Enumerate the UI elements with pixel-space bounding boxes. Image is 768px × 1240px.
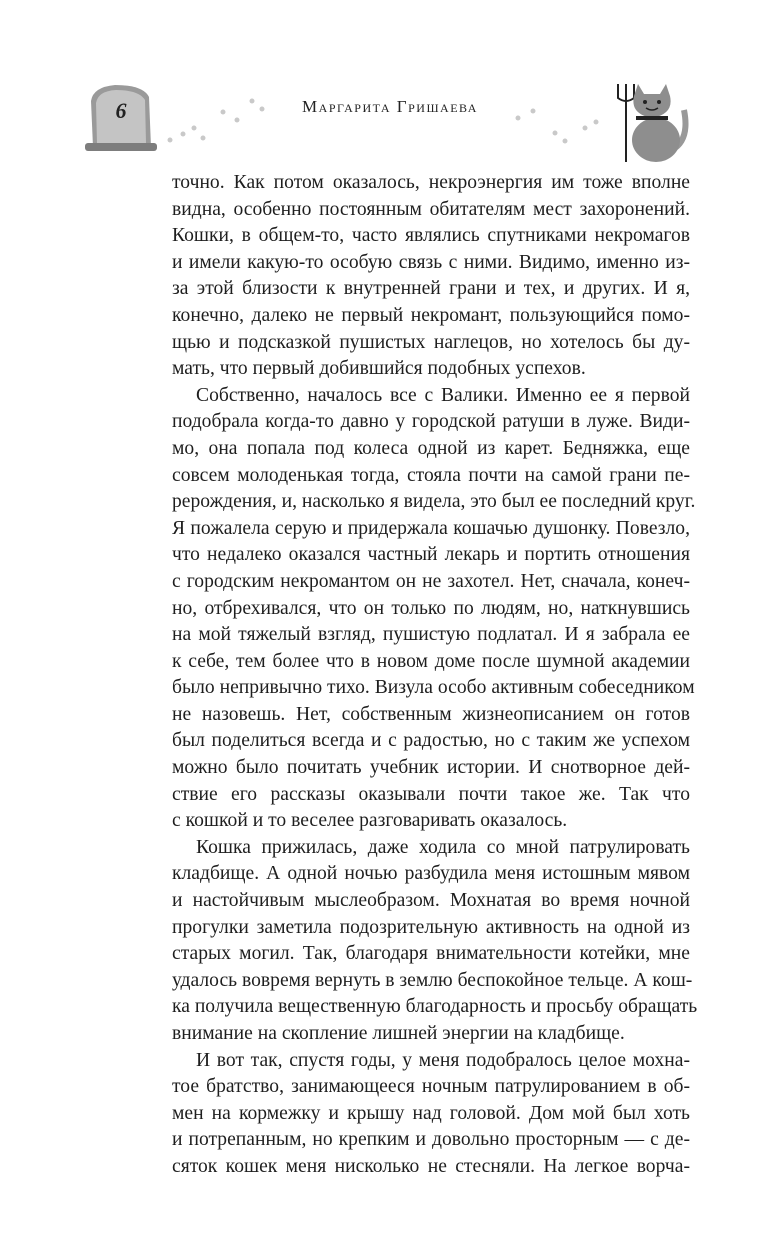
text-line: Я пожалела серую и придержала кошачью душонку. Повезло,: [172, 517, 690, 539]
text-line: мен на кормежку и крышу над головой. Дом мой был хоть: [172, 1102, 690, 1124]
text-line: мать, что первый добившийся подобных успехов.: [172, 358, 586, 380]
text-line: было непривычно тихо. Визула особо активным собеседником: [172, 677, 695, 699]
text-line: внимание на скопление лишней энергии на кладбище.: [172, 1023, 625, 1044]
text-line: с кошкой и то веселее разговаривать оказалось.: [172, 810, 568, 832]
text-line: конечно, далеко не первый некромант, пользующийся помо-: [172, 304, 690, 326]
text-line: Кошки, в общем-то, часто являлись спутниками некромагов: [172, 225, 690, 247]
text-line: мо, она попала под колеса одной из карет. Бедняжка, еще: [172, 437, 690, 459]
text-line: и имели какую-то особую связь с ними. Видимо, именно из-: [172, 251, 690, 273]
text-line: И вот так, спустя годы, у меня подобралось целое мохна-: [196, 1049, 690, 1071]
text-line: что недалеко оказался частный лекарь и портить отношения: [172, 544, 690, 566]
text-line: и настойчивым мыслеобразом. Мохнатая во время ночной: [172, 890, 690, 912]
body-text: [172, 170, 698, 1181]
text-line: ка получила вещественную благодарность и просьбу обращать: [172, 996, 698, 1018]
paragraph: [172, 835, 698, 1048]
paragraph: [172, 383, 696, 835]
text-line: за этой близости к внутренней грани и тех, и других. И я,: [172, 278, 690, 300]
text-line: был поделиться всегда и с радостью, но с таким же успехом: [172, 730, 690, 752]
text-line: щью и подсказкой пушистых наглецов, но хотелось бы ду-: [172, 331, 690, 353]
text-line: совсем молоденькая тогда, стояла почти на самой грани пе-: [172, 464, 690, 486]
text-line: но, отбрехивался, что он только по людям, но, наткнувшись: [172, 597, 690, 619]
text-line: на мой тяжелый взгляд, пушистую подлатал. И я забрала ее: [172, 624, 690, 646]
text-line: Кошка прижилась, даже ходила со мной патрулировать: [196, 836, 690, 858]
page-number: 6: [115, 98, 127, 123]
text-line: сяток кошек меня нисколько не стесняли. На легкое ворча-: [172, 1155, 690, 1177]
text-line: с городским некромантом он не захотел. Нет, сначала, конеч-: [172, 570, 690, 592]
paragraph: [172, 170, 690, 383]
page-header: [0, 0, 768, 170]
text-line: Собственно, началось все с Валики. Именно ее я первой: [196, 384, 690, 406]
text-line: старых могил. Так, благодаря внимательности котейки, мне: [172, 943, 690, 965]
text-line: и потрепанным, но крепким и довольно просторным — с де-: [172, 1129, 690, 1151]
text-line: рерождения, и, насколько я видела, это был ее последний круг.: [172, 491, 696, 513]
cat-with-pitchfork-icon: [612, 80, 692, 162]
text-line: тое братство, занимающееся ночным патрулированием в об-: [172, 1076, 690, 1098]
text-line: видна, особенно постоянным обитателям мест захоронений.: [172, 198, 690, 220]
text-line: можно было почитать учебник истории. И снотворное дей-: [172, 757, 690, 779]
text-line: подобрала когда-то давно у городской ратуши в луже. Види-: [172, 411, 690, 433]
text-line: прогулки заметила подозрительную активность на одной из: [172, 916, 690, 938]
running-title: Маргарита Гришаева: [302, 97, 478, 116]
text-line: точно. Как потом оказалось, некроэнергия им тоже вполне: [172, 172, 690, 193]
text-line: не назовешь. Нет, собственным жизнеописанием он готов: [172, 703, 690, 725]
text-line: к себе, тем более что в новом доме после шумной академии: [172, 650, 690, 672]
paragraph: [172, 1048, 690, 1181]
text-line: удалось вовремя вернуть в землю беспокойное тельце. А кош-: [172, 969, 693, 991]
text-line: ствие его рассказы оказывали почти такое же. Так что: [172, 783, 690, 805]
text-line: кладбище. А одной ночью разбудила меня истошным мявом: [172, 863, 690, 885]
